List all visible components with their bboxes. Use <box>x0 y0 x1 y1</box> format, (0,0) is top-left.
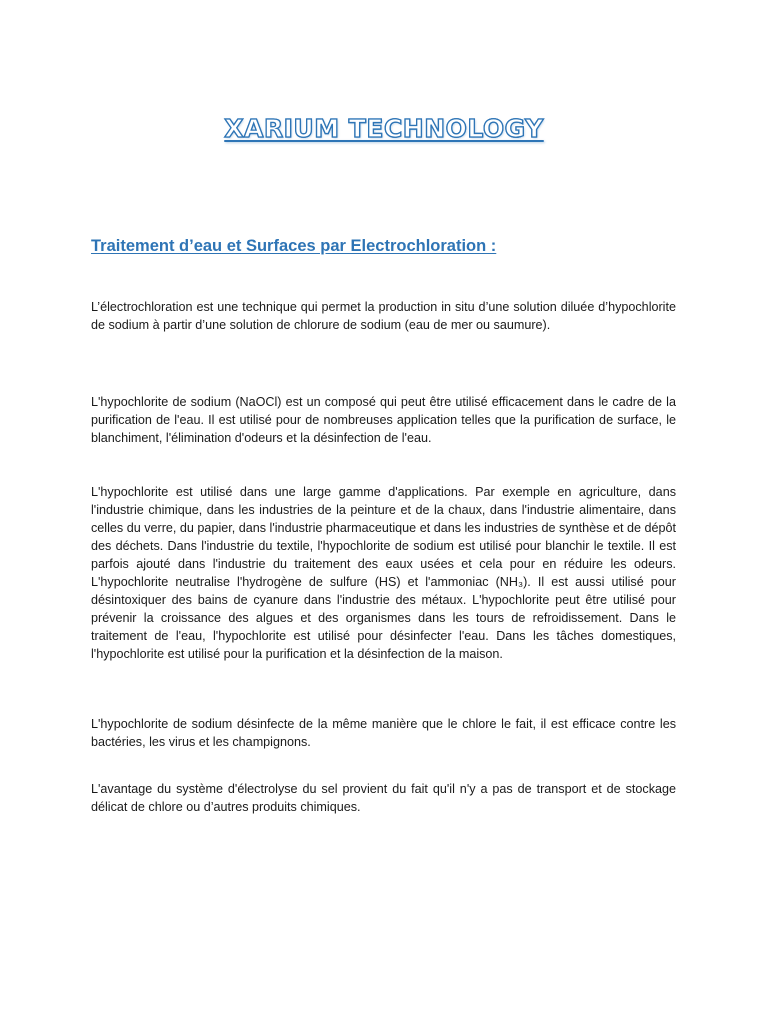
paragraph-sodium-hypochlorite: L'hypochlorite de sodium (NaOCl) est un composé qui peut être utilisé efficacement dans le cadre de la purification de l'eau. Il est utilisé pour de nombreuses application telles que la purification de surface, le blanchiment, l'élimination d'odeurs et la désinfection de l'eau. <box>91 395 676 445</box>
paragraph-applications: L'hypochlorite est utilisé dans une large gamme d'applications. Par exemple en agriculture, dans l'industrie chimique, dans les industries de la peinture et de la chaux, dans l'industrie alimentaire, dans celles du verre, du papier, dans l'industrie pharmaceutique et dans les industries de synthèse et de dépôt des déchets. Dans l'industrie du textile, l'hypochlorite de sodium est utilisé pour blanchir le textile. Il est parfois ajouté dans l'industrie du traitement des eaux usées et cela pour en réduire les odeurs. L'hypochlorite neutralise l'hydrogène de sulfure (HS) et l'ammoniac (NH₃). Il est aussi utilisé pour désintoxiquer des bains de cyanure dans l'industrie des métaux. L'hypochlorite peut être utilisé pour prévenir la croissance des algues et des organismes dans les tours de refroidissement. Dans le traitement de l'eau, l'hypochlorite est utilisé pour désinfecter l'eau. Dans les tâches domestiques, l'hypochlorite est utilisé pour la purification et la désinfection de la maison. <box>91 485 676 661</box>
paragraph-advantage: L'avantage du système d'électrolyse du sel provient du fait qu'il n'y a pas de transport et de stockage délicat de chlore ou d’autres produits chimiques. <box>91 782 676 814</box>
paragraph-electrochloration-intro: L’électrochloration est une technique qui permet la production in situ d’une solution diluée d’hypochlorite de sodium à partir d’une solution de chlorure de sodium (eau de mer ou saumure). <box>91 300 676 332</box>
paragraph-disinfection: L'hypochlorite de sodium désinfecte de la même manière que le chlore le fait, il est efficace contre les bactéries, les virus et les champignons. <box>91 717 676 749</box>
document-title: XARIUM TECHNOLOGY <box>224 114 544 143</box>
section-heading: Traitement d’eau et Surfaces par Electrochloration : <box>91 237 497 255</box>
